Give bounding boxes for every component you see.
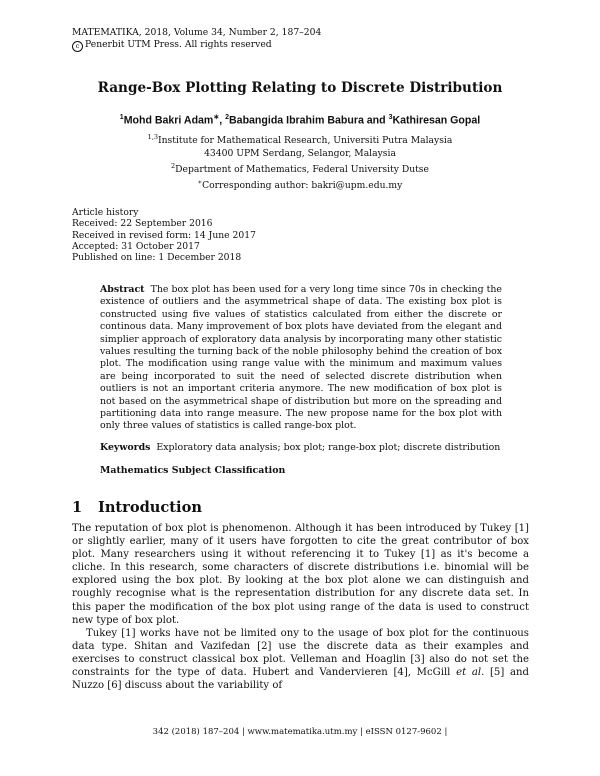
author-3-mark: 3: [388, 114, 393, 121]
paragraph-2-italic: et al.: [456, 667, 485, 679]
section-heading: [72, 499, 202, 516]
history-published: Published on line: 1 December 2018: [72, 252, 242, 264]
article-history: [72, 207, 256, 263]
author-separator: ,: [219, 114, 226, 127]
keywords-text: Exploratory data analysis; box plot; range-box plot; discrete distribution: [156, 442, 501, 453]
author-2-mark: 2: [225, 114, 230, 121]
copyright-text: Penerbit UTM Press. All rights reserved: [85, 39, 272, 50]
history-received: Received: 22 September 2016: [72, 218, 213, 230]
corresponding-author-text: Corresponding author: bakri@upm.edu.my: [202, 180, 403, 192]
journal-citation: MATEMATIKA, 2018, Volume 34, Number 2, 187–204: [72, 27, 322, 38]
author-1-name: Mohd Bakri Adam: [123, 114, 214, 127]
author-list: [0, 113, 600, 127]
copyright-icon: c: [72, 41, 83, 52]
journal-header: [72, 27, 321, 52]
corresponding-author: [0, 176, 600, 192]
abstract: [100, 284, 502, 433]
affiliations: [0, 131, 600, 192]
affiliation-1-text: Institute for Mathematical Research, Universiti Putra Malaysia: [158, 135, 453, 147]
section-title: Introduction: [98, 499, 202, 516]
author-3-name: Kathiresan Gopal: [392, 114, 481, 127]
affiliation-1: [0, 131, 600, 147]
abstract-text: The box plot has been used for a very long time since 70s in checking the existence of outliers and the asymmetrical shape of data. The existing box plot is constructed using five values of statistics calculated from either the discrete or continous data. Many improvement of box plots have deviated from the elegant and simplier approach of exploratory data analysis by incorporating many other statistic values resulting the turning back of the noble philosophy behind the creation of box plot. The modification using range value with the minimum and maximum values are being incorporated to suit the need of selected discrete distribution when outliers is not an important criteria anymore. The new modification of box plot is not based on the asymmetrical shape of distribution but more on the spreading and partitioning data into range measure. The new propose name for the box plot with only three values of statistics is called range-box plot.: [100, 284, 502, 432]
history-accepted: Accepted: 31 October 2017: [72, 240, 200, 252]
affiliation-1-mark: 1,3: [147, 133, 158, 141]
msc-heading: Mathematics Subject Classification: [100, 465, 286, 476]
paragraph-2: [72, 627, 529, 692]
paragraph-2-start: Tukey [1] works have not be limited ony to the usage of box plot for the continuous data type. Shitan and Vazifedan [2] use the discrete data as their examples and exercises to construct classical box plot. Velleman and Hoaglin [3] also do not set the constraints for the type of data. Hubert and Vandervieren [4], McGill: [72, 627, 529, 679]
body-text: [72, 522, 529, 692]
copyright-line: [72, 39, 321, 52]
history-revised: Received in revised form: 14 June 2017: [72, 229, 256, 241]
affiliation-1-address: 43400 UPM Serdang, Selangor, Malaysia: [204, 148, 396, 160]
author-2-name: Babangida Ibrahim Babura: [229, 114, 364, 127]
page-footer: 342 (2018) 187–204 | www.matematika.utm.my | eISSN 0127-9602 |: [152, 727, 448, 737]
author-1-mark: 1: [119, 114, 124, 121]
keywords-label: Keywords: [100, 442, 151, 453]
paragraph-2-end: [5] and Nuzzo [6] discuss about the variability of: [72, 667, 529, 692]
paper-title: Range-Box Plotting Relating to Discrete Distribution: [97, 80, 503, 96]
corresponding-author-mark: ∗: [197, 178, 203, 187]
affiliation-2-mark: 2: [171, 162, 176, 171]
corresponding-mark: ∗: [213, 114, 220, 121]
history-heading: Article history: [72, 207, 139, 218]
affiliation-2-text: Department of Mathematics, Federal University Dutse: [175, 164, 429, 176]
abstract-label: Abstract: [100, 284, 145, 295]
paragraph-1: The reputation of box plot is phenomenon. Although it has been introduced by Tukey [1] or slightly earlier, many of it users have forgotten to cite the great contributor of box plot. Many researchers using it without referencing it to Tukey [1] as it's become a cliche. In this research, some characters of discrete distributions i.e. binomial will be explored using the box plot. By looking at the box plot alone we can distinguish and roughly recognise what is the representation distribution for any discrete data set. In this paper the modification of the box plot using range of the data is used to construct new type of box plot.: [72, 523, 529, 626]
section-number: 1: [72, 499, 83, 516]
author-separator: and: [363, 114, 389, 127]
keywords: [100, 442, 502, 453]
affiliation-2: [0, 160, 600, 176]
